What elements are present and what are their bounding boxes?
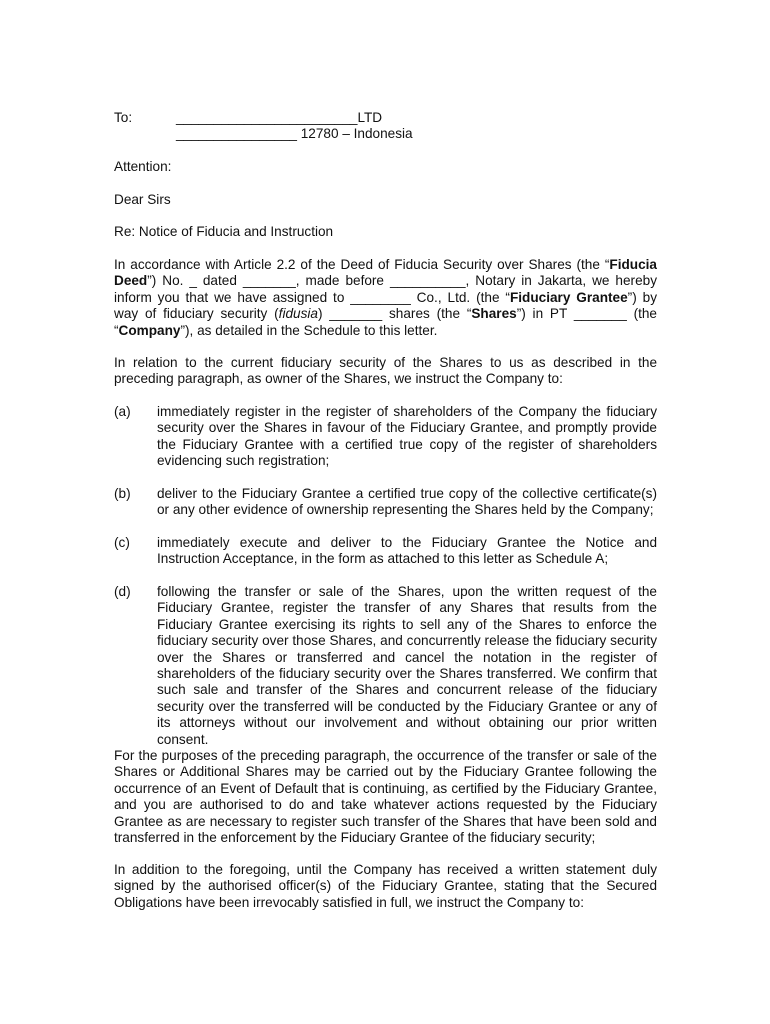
paragraph-instruction-intro: In relation to the current fiduciary security of the Shares to us as described in the preceding paragraph, as owner of the Shares, we instruct the Company to: xyxy=(114,355,657,387)
addressee-line-1: ________________________LTD xyxy=(176,110,383,125)
item-label-a: (a) xyxy=(114,404,131,419)
addressee-line-2: ________________ 12780 – Indonesia xyxy=(176,126,413,141)
paragraph-additional-instruction: In addition to the foregoing, until the Company has received a written statement duly signed by the authorised officer(s) of the Fiduciary Grantee, stating that the Secured Obligations have been irrevocably satisfied in full, we instruct the Company to: xyxy=(114,862,657,910)
item-label-b: (b) xyxy=(114,486,131,501)
paragraph-enforcement: For the purposes of the preceding paragraph, the occurrence of the transfer or sale of the Shares or Additional Shares may be carried out by the Fiduciary Grantee following the occurrence of an Event of Default that is continuing, as certified by the Fiduciary Grantee, and you are authorised to do and take whatever actions requested by the Fiduciary Grantee as are necessary to register such transfer of the Shares that have been sold and transferred in the enforcement by the Fiduciary Grantee of the fiduciary security; xyxy=(114,748,657,846)
attention-line: Attention: xyxy=(114,159,172,174)
item-label-c: (c) xyxy=(114,535,130,550)
item-text-b: deliver to the Fiduciary Grantee a certified true copy of the collective certificate(s) or any other evidence of ownership representing the Shares held by the Company; xyxy=(157,486,657,518)
salutation: Dear Sirs xyxy=(114,192,171,207)
item-label-d: (d) xyxy=(114,584,131,599)
subject-line: Re: Notice of Fiducia and Instruction xyxy=(114,224,334,239)
item-text-a: immediately register in the register of shareholders of the Company the fiduciary security over the Shares in favour of the Fiduciary Grantee, and promptly provide the Fiduciary Grantee with a certified true copy of the register of shareholders evidencing such registration; xyxy=(157,404,657,469)
item-text-d: following the transfer or sale of the Shares, upon the written request of the Fiduciary Grantee, register the transfer of any Shares that results from the Fiduciary Grantee exercising its rights to sell any of the Shares to enforce the fiduciary security over those Shares, and concurrently release the fiduciary security over the Shares or transferred and cancel the notation in the register of shareholders of the fiduciary security over the Shares transferred. We confirm that such sale and transfer of the Shares and concurrent release of the fiduciary security over the transferred will be conducted by the Fiduciary Grantee or any of its attorneys without our involvement and without obtaining our prior written consent. xyxy=(157,584,657,747)
to-label: To: xyxy=(114,110,133,125)
item-text-c: immediately execute and deliver to the Fiduciary Grantee the Notice and Instruction Acceptance, in the form as attached to this letter as Schedule A; xyxy=(157,535,657,567)
paragraph-fiducia-deed: In accordance with Article 2.2 of the Deed of Fiducia Security over Shares (the “Fiducia Deed”) No. _ dated _______, made before __________, Notary in Jakarta, we hereby inform you that we have assigned to ________ Co., Ltd. (the “Fiduciary Grantee”) by way of fiduciary security (fidusia) _______ shares (the “Shares”) in PT _______ (the “Company”), as detailed in the Schedule to this letter. xyxy=(114,257,657,338)
